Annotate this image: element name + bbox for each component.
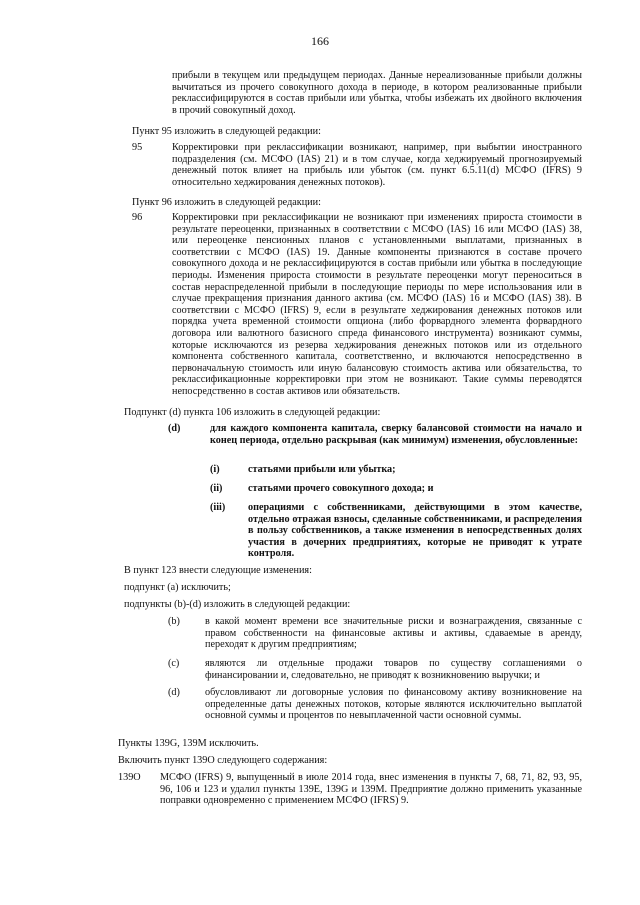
instruction-123-a: подпункт (a) исключить; xyxy=(124,582,231,593)
item-d-label: (d) xyxy=(168,687,180,698)
item-number-95: 95 xyxy=(132,142,143,153)
sub-d-label: (d) xyxy=(168,423,181,434)
sub-d-text: для каждого компонента капитала, сверку балансовой стоимости на начало и конец периода, отдельно раскрывая (как минимум) изменения, обусловленные: xyxy=(210,423,582,446)
item-139o-label: 139O xyxy=(118,772,141,783)
item-b-text: в какой момент времени все значительные риски и вознаграждения, связанные с правом собственности на финансовые активы и активы, сдаваемые в аренду, переходят к другим предприятиям; xyxy=(205,616,582,651)
page-number: 166 xyxy=(311,34,329,48)
sub-d-i-label: (i) xyxy=(210,464,220,475)
item-d-text: обусловливают ли договорные условия по финансовому активу возникновение на определенные даты денежных потоков, которые являются исключительно выплатой основной суммы и процентов по невыплаченной части основной суммы. xyxy=(205,687,582,722)
item-139o-text: МСФО (IFRS) 9, выпущенный в июле 2014 года, внес изменения в пункты 7, 68, 71, 82, 93, 95, 96, 106 и 123 и удалил пункты 139E, 139G и 139M. Предприятие должно применить указанные поправки одновременно с применением МСФО (IFRS) 9. xyxy=(160,772,582,807)
item-number-96: 96 xyxy=(132,212,143,223)
item-b-label: (b) xyxy=(168,616,180,627)
item-96-text: Корректировки при реклассификации не возникают при изменениях прироста стоимости в результате переоценки, признанных в соответствии с МСФО (IAS) 16 или МСФО (IAS) 38, или переоценке пенсионных планов с установленными выплатами, признанных в соответствии с МСФО (IAS) 19. Данные компоненты признаются в составе прочего совокупного дохода и не реклассифицируются в состав прибыли или убытка в последующие периоды. Изменения прироста стоимости в результате переоценки могут переноситься в состав нераспределенной прибыли в последующие периоды по мере использования или в случае прекращения признания данного актива (см. МСФО (IAS) 16 и МСФО (IAS) 38). В соответствии с МСФО (IFRS) 9, если в результате хеджирования денежных потоков или порядка учета временной стоимости опциона (либо форвардного элемента форвардного договора или валютного базисного спреда финансового инструмента) возникают суммы, которые исключаются из резерва хеджирования денежных потоков или из отдельного компонента собственного капитала, соответственно, и включаются непосредственно в первоначальную стоимость или иную балансовую стоимость актива или обязательства, то реклассификационные корректировки при этом не возникают. Такие суммы переводятся непосредственно в состав активов или обязательств. xyxy=(172,212,582,397)
paragraph-continuation: прибыли в текущем или предыдущем периодах. Данные нереализованные прибыли должны вычитаться из прочего совокупного дохода в периоде, в котором реализованные прибыли реклассифицируются в состав прибыли или убытка, чтобы избежать их двойного включения в прочий совокупный доход. xyxy=(172,70,582,116)
sub-d-i-text: статьями прибыли или убытка; xyxy=(248,464,396,475)
sub-d-iii-label: (iii) xyxy=(210,502,226,513)
sub-d-ii-text: статьями прочего совокупного дохода; и xyxy=(248,483,434,494)
instruction-139: Пункты 139G, 139M исключить. xyxy=(118,738,259,749)
instruction-123-bd: подпункты (b)-(d) изложить в следующей редакции: xyxy=(124,599,351,610)
instruction-139o: Включить пункт 139O следующего содержания: xyxy=(118,755,328,766)
instruction-95: Пункт 95 изложить в следующей редакции: xyxy=(132,126,321,137)
item-95-text: Корректировки при реклассификации возникают, например, при выбытии иностранного подразделения (см. МСФО (IAS) 21) и в том случае, когда хеджируемый прогнозируемый денежный поток влияет на прибыль или убыток (см. пункт 6.5.11(d) МСФО (IFRS) 9 относительно хеджирования денежных потоков). xyxy=(172,142,582,188)
instruction-106: Подпункт (d) пункта 106 изложить в следующей редакции: xyxy=(124,407,381,418)
instruction-123: В пункт 123 внести следующие изменения: xyxy=(124,565,312,576)
item-c-label: (c) xyxy=(168,658,180,669)
instruction-96: Пункт 96 изложить в следующей редакции: xyxy=(132,197,321,208)
sub-d-ii-label: (ii) xyxy=(210,483,223,494)
sub-d-iii-text: операциями с собственниками, действующими в этом качестве, отдельно отражая взносы, сделанные собственниками, и распределения в пользу собственников, а также изменения в непосредственных долях участия в дочерних предприятиях, которые не приводят к утрате контроля. xyxy=(248,502,582,560)
item-c-text: являются ли отдельные продажи товаров по существу соглашениями о финансировании и, следовательно, не приводят к возникновению выручки; и xyxy=(205,658,582,681)
